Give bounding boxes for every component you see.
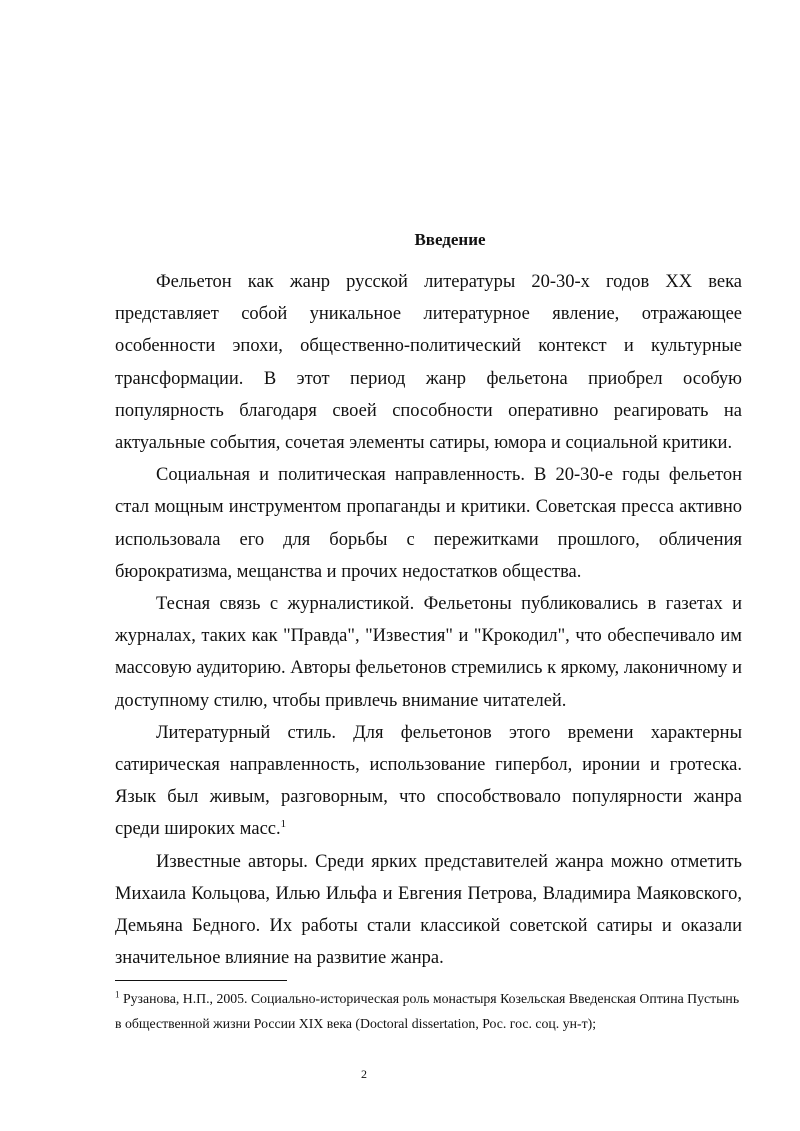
section-heading: Введение [414,230,486,249]
paragraph-journalism [115,588,742,717]
paragraph-intro [115,266,742,459]
paragraph-journalism-text: Тесная связь с журналистикой. Фельетоны публиковались в газетах и журналах, таких как "Правда", "Известия" и "Крокодил", что обеспечивало им массовую аудиторию. Авторы фельетонов стремились к яркому, лаконичному и доступному стилю, чтобы привлечь внимание читателей. [115,594,742,711]
footnote-separator [115,980,287,981]
paragraph-literary-style-text: Литературный стиль. Для фельетонов этого времени характерны сатирическая направленность, использование гипербол, иронии и гротеска. Язык был живым, разговорным, что способствовало популярности жанра среди широких масс. [115,722,742,840]
paragraph-social-political-text: Социальная и политическая направленность. В 20-30-е годы фельетон стал мощным инструментом пропаганды и критики. Советская пресса активно использовала его для борьбы с пережитками прошлого, обличения бюрократизма, мещанства и прочих недостатков общества. [115,465,742,582]
paragraph-authors-text: Известные авторы. Среди ярких представителей жанра можно отметить Михаила Кольцова, Илью Ильфа и Евгения Петрова, Владимира Маяковского, Демьяна Бедного. Их работы стали классикой советской сатиры и оказали значительное влияние на развитие жанра. [115,851,742,969]
footnote-marker: 1 [115,989,120,1000]
paragraph-intro-text: Фельетон как жанр русской литературы 20-30-х годов XX века представляет собой уникальное литературное явление, отражающее особенности эпохи, общественно-политический контекст и культурные трансформации. В этот период жанр фельетона приобрел особую популярность благодаря своей способности оперативно реагировать на актуальные события, сочетая элементы сатиры, юмора и социальной критики. [115,272,742,454]
footnote-text: Рузанова, Н.П., 2005. Социально-историческая роль монастыря Козельская Введенская Оптина Пустынь в общественной жизни России XIX века (Doctoral dissertation, Рос. гос. соц. ун-т); [115,991,740,1031]
paragraph-literary-style [115,717,742,846]
paragraph-social-political [115,459,742,588]
body-text [115,266,742,974]
paragraph-authors [115,846,742,975]
footnote-reference[interactable]: 1 [280,818,287,831]
page-number: 2 [361,1067,367,1081]
footnote [115,986,742,1036]
